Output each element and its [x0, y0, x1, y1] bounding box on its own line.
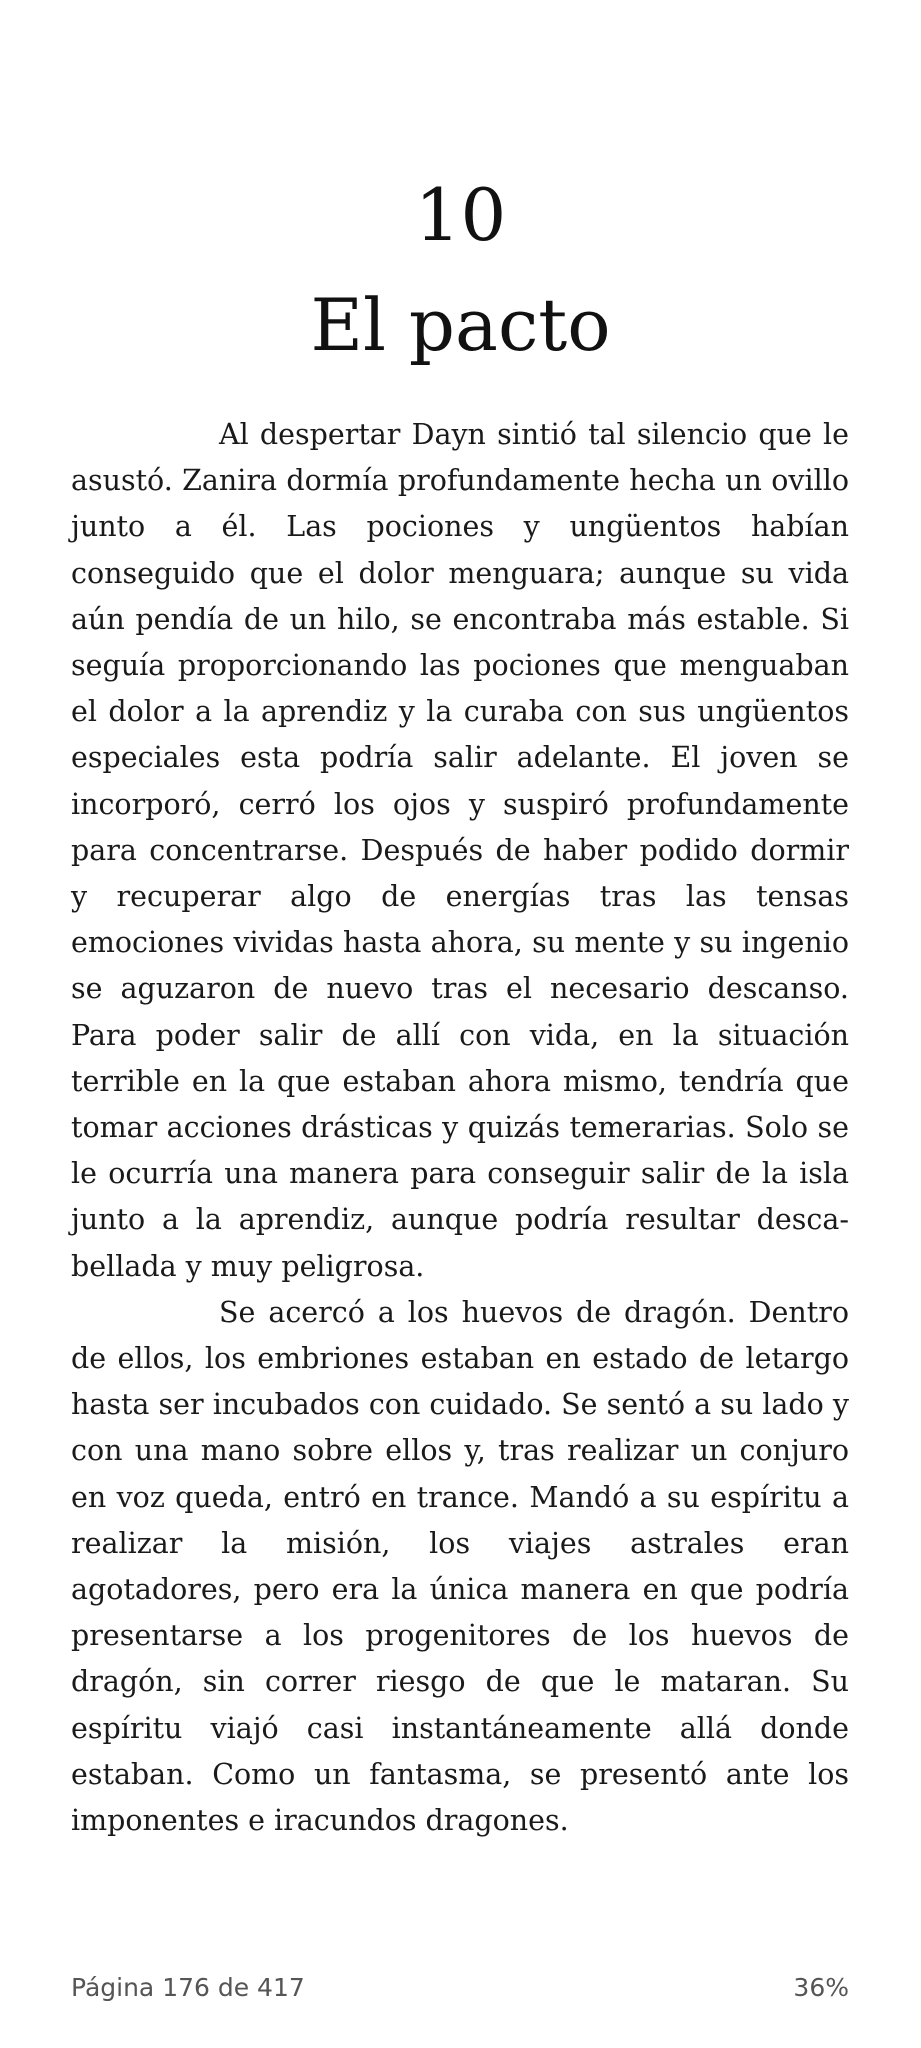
paragraph: Se acercó a los huevos de dragón. Dentro de ellos, los embriones estaban en estado de letargo hasta ser incubados con cuidado. Se sentó a su lado y con una mano sobre ellos y, tras realizar un conjuro en voz queda, entró en trance. Mandó a su espíritu a realizar la misión, los viajes astrales eran agotadores, pero era la única manera en que podría presentarse a los progenitores de los huevos de dragón, sin correr riesgo de que le mataran. Su espíritu viajó casi instantáneamente allá donde estaban. Como un fantasma, se presentó ante los imponentes e iracundos dragones. [71, 1295, 849, 1838]
reading-progress-footer[interactable] [71, 1968, 849, 2008]
chapter-title: El pacto [310, 283, 611, 367]
chapter-number: 10 [414, 173, 507, 257]
paragraph: Al despertar Dayn sintió tal silencio que le asustó. Zanira dormía profundamente hecha un ovillo junto a él. Las pociones y ungüentos habían conseguido que el dolor menguara; aunque su vida aún pendía de un hilo, se encontraba más estable. Si seguía proporcionando las pociones que menguaban el dolor a la aprendiz y la curaba con sus ungüentos especiales esta podría salir adelante. El joven se incorporó, cerró los ojos y suspiró profundamente para concentrarse. Después de haber podido dormir y recuperar algo de energías tras las tensas emociones vividas hasta ahora, su mente y su ingenio se aguzaron de nuevo tras el necesario descanso. Para poder salir de allí con vida, en la situación terrible en la que estaban ahora mismo, tendría que tomar acciones drásticas y quizás temerarias. Solo se le ocurría una manera para conseguir salir de la isla junto a la aprendiz, aunque podría resultar descabellada y muy peligrosa. [71, 418, 849, 1283]
progress-percent[interactable]: 36% [793, 1973, 849, 2002]
chapter-body [71, 412, 849, 1844]
page-indicator[interactable]: Página 176 de 417 [71, 1973, 305, 2002]
